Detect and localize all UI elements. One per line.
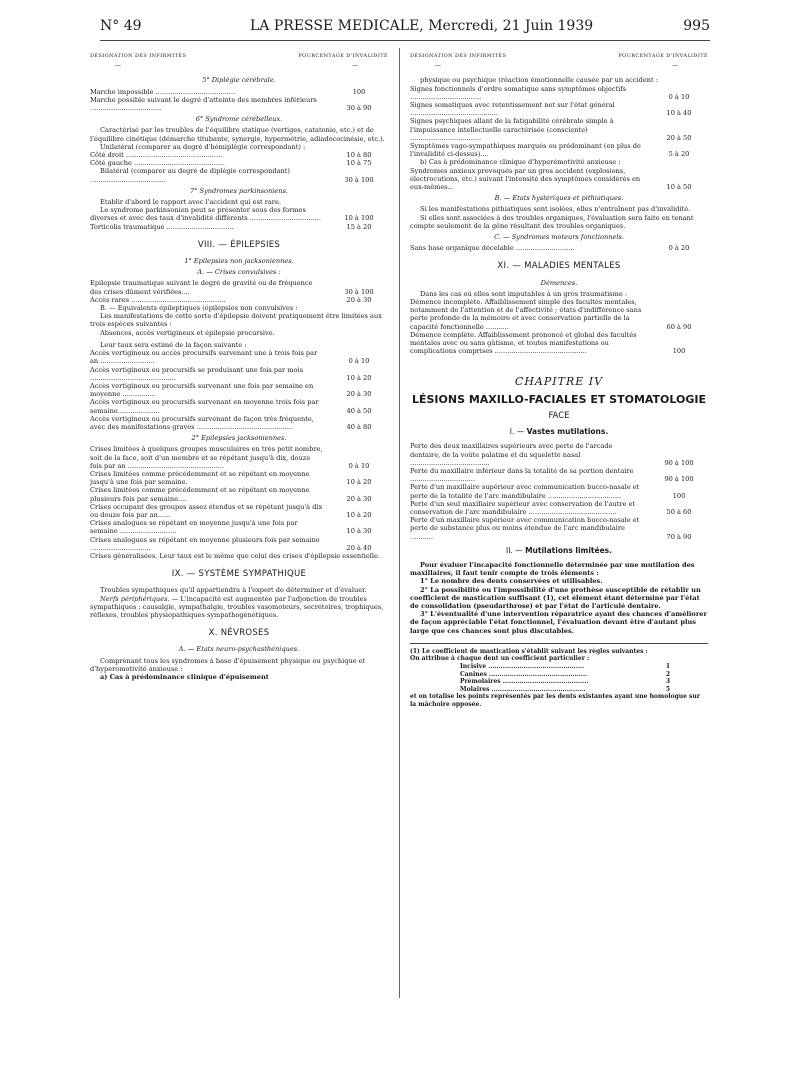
subheading: A. — Etats neuro-psychasthéniques. xyxy=(178,645,300,654)
subsection-number: I. — xyxy=(509,427,525,437)
row-text: Perte des deux maxillaires supérieurs avec perte de l'arcade dentaire, de la voûte palatine et du squelette nasal ...................................... xyxy=(410,442,613,467)
paragraph: Leur taux sera estimé de la façon suivante : xyxy=(100,340,247,349)
table-row xyxy=(90,519,388,535)
row-percent: 90 à 100 xyxy=(664,475,694,484)
dash: — xyxy=(672,62,678,70)
subsection-number: II. — xyxy=(505,545,523,555)
row-percent: 5 à 20 xyxy=(668,150,690,159)
row-percent: 10 à 100 xyxy=(344,214,374,223)
row-text: Perte d'un maxillaire supérieur avec communication bucco-nasale et perte de la totalité de l'arc mandibulaire ................................... xyxy=(410,483,640,500)
subheading: A. — Crises convulsives : xyxy=(197,268,281,277)
coefficient-row xyxy=(460,686,670,694)
row-percent: 60 à 90 xyxy=(666,322,692,331)
row-text: Marche impossible ...................................... xyxy=(90,87,236,96)
issue-number: N° 49 xyxy=(100,18,142,34)
paragraph-text: — L'incapacité est augmentée par l'adjonction de troubles sympathiques : causalgie, sympathalgie, troubles vasomoteurs, secrétoires, trophiques, réflexes, troubles physiopathiques sympathogénétiques. xyxy=(90,594,384,619)
paragraph: Si les manifestations pithiatiques sont isolées, elles n'entraînent pas d'invalidité. xyxy=(420,205,691,214)
row-text: Côté droit .............................................. xyxy=(90,151,223,160)
subheading: B. — Etats hystériques et pithiatiques. xyxy=(494,194,624,203)
table-row xyxy=(90,503,388,519)
row-percent: 30 à 100 xyxy=(344,175,374,184)
row-percent: 20 à 40 xyxy=(346,543,372,552)
table-row xyxy=(90,470,388,486)
paragraph: B. — Equivalents épileptiques (épilepsies non convulsives : xyxy=(100,304,298,313)
row-text: Marche possible suivant le degré d'atteinte des membres inférieurs .................................. xyxy=(90,95,317,113)
row-percent: 10 à 50 xyxy=(666,183,692,192)
table-row xyxy=(90,415,388,431)
row-text: Le syndrome parkinsonien peut se présenter sous des formes diverses et avec des taux d'invalidité différents .................................. xyxy=(90,206,321,223)
table-row xyxy=(90,349,388,365)
row-percent: 30 à 90 xyxy=(346,104,372,113)
table-row xyxy=(410,483,708,499)
column-header xyxy=(90,52,388,60)
paragraph: Dans les cas où elles sont imputables à un gros traumatisme : xyxy=(420,289,628,298)
tooth-name: Prémolaires ......................................... xyxy=(460,678,589,686)
subsection-heading xyxy=(410,547,708,555)
row-text: Torticolis traumatique ................................ xyxy=(90,222,234,231)
paragraph: 1° Le nombre des dents conservées et utilisables. xyxy=(420,577,603,586)
row-percent: 10 à 20 xyxy=(346,373,372,382)
chapter-title: LÉSIONS MAXILLO-FACIALES ET STOMATOLOGIE xyxy=(411,392,707,406)
table-row xyxy=(410,101,708,117)
journal-title: LA PRESSE MEDICALE, Mercredi, 21 Juin 1939 xyxy=(250,18,594,34)
row-text: Accès vertigineux ou procursifs se produisant une fois par mois ......................................... xyxy=(90,365,303,382)
row-text: Sans base organique décelable ............................ xyxy=(410,244,575,253)
row-percent: 20 à 30 xyxy=(346,295,372,304)
table-row xyxy=(90,279,388,295)
subheading: 7° Syndromes parkinsoniens. xyxy=(189,186,289,195)
row-percent: 10 à 75 xyxy=(346,159,372,168)
page-header xyxy=(100,18,710,38)
subheading: 2° Epilepsies jacksoniennes. xyxy=(191,434,287,443)
paragraph: 2° La possibilité ou l'impossibilité d'une prothèse susceptible de rétablir un coefficient de mastication suffisant (1), cet élément étant déterminé par l'état de consolidation (pseudarthrose) et par l'état de l'articulé dentaire. xyxy=(410,585,701,610)
subheading: 6° Syndrome cérébelleux. xyxy=(195,115,283,124)
section-heading: VIII. — ÉPILEPSIES xyxy=(197,239,281,250)
row-percent: 40 à 50 xyxy=(346,406,372,415)
paragraph: Les manifestations de cette sorte d'épilepsie doivent pratiquement être limitées aux trois espèces suivantes : xyxy=(90,312,382,329)
row-text: Crises analogues se répétant en moyenne jusqu'à une fois par semaine ........................... xyxy=(90,519,298,536)
table-row xyxy=(410,85,708,101)
paragraph: Caractérisé par les troubles de l'équilibre statique (vertiges, catatonie, etc.) et de l'équilibre cinétique (démarche titubante, synergie, hypermétrie, adiadococinésie, etc.). xyxy=(90,126,385,143)
column-header xyxy=(410,52,708,60)
paragraph: Troubles sympathiques qu'il appartiendra à l'expert de déterminer et d'évaluer. xyxy=(100,586,367,595)
row-text: Crises occupant des groupes assez étendus et se répétant jusqu'à dix ou douze fois par an...... xyxy=(90,502,323,519)
subheading: 1° Epilepsies non jacksoniennes. xyxy=(184,257,294,266)
footnote-line: On attribue à chaque dent un coefficient particulier : xyxy=(410,655,590,663)
paragraph: Comprenant tous les syndromes à base d'épuisement physique ou psychique et d'hyperomotivité anxieuse : xyxy=(90,656,366,673)
table-row xyxy=(410,500,708,516)
dash: — xyxy=(435,62,441,70)
table-row xyxy=(90,167,388,183)
footnote-rule xyxy=(410,643,708,644)
table-row xyxy=(90,536,388,552)
row-percent: 10 à 30 xyxy=(346,527,372,536)
subsection-title: Mutilations limitées. xyxy=(525,545,612,555)
row-percent: 100 xyxy=(352,87,366,96)
paragraph: Si elles sont associées à des troubles organiques, l'évaluation sera faite en tenant compte seulement de la gêne résultant des troubles organiques. xyxy=(410,213,694,230)
section-heading: FACE xyxy=(548,410,570,421)
row-text: Perte d'un maxillaire supérieur avec communication bucco-nasale et perte de substance plus ou moins étendue de l'arc mandibulaire ........... xyxy=(410,516,640,541)
row-text: Crises limitées à quelques groupes musculaires en très petit nombre, soit de la face, soit d'un membre et se répétant jusqu'à dix, douze fois par an .............................................. xyxy=(90,445,323,470)
subsection-title: Vastes mutilations. xyxy=(526,427,609,437)
row-percent: 10 à 80 xyxy=(346,151,372,160)
emphasis-label: Nerfs périphériques. xyxy=(100,594,170,603)
chapter-heading: CHAPITRE IV xyxy=(514,374,604,388)
table-row xyxy=(90,382,388,398)
col-head-designation: DÉSIGNATION DES INFIRMITÉS xyxy=(410,53,507,59)
paragraph: Absences, accès vertigineux et épilepsie procursive. xyxy=(100,328,275,337)
footnote-line: et on totalise les points représentés par les dents existantes ayant une homologue sur la mâchoire opposée. xyxy=(410,693,700,708)
paragraph xyxy=(90,595,388,620)
row-percent: 0 à 10 xyxy=(348,461,370,470)
row-text: Crises limitées comme précédemment et se répétant en moyenne jusqu'à une fois par semaine. xyxy=(90,469,310,487)
table-row xyxy=(410,167,708,192)
row-percent: 20 à 30 xyxy=(346,494,372,503)
row-percent: 100 xyxy=(672,347,686,356)
row-percent: 20 à 50 xyxy=(666,133,692,142)
coefficient-row xyxy=(460,678,670,686)
dash: — xyxy=(115,62,121,70)
row-percent: 70 à 90 xyxy=(666,532,692,541)
row-percent: 100 xyxy=(672,491,686,500)
row-percent: 20 à 30 xyxy=(346,390,372,399)
row-text: Crises limitées comme précédemment et se répétant en moyenne plusieurs fois par semaine.... xyxy=(90,486,310,503)
table-row xyxy=(90,88,388,96)
row-percent: 0 à 10 xyxy=(348,357,370,366)
row-text: Syndromes anxieux provoqués par un gros accident (explosions, électrocutions, etc.) suivant l'intensité des symptômes considérés en eux-mêmes... xyxy=(410,166,641,192)
right-column xyxy=(410,52,708,709)
section-heading: XI. — MALADIES MENTALES xyxy=(497,261,621,272)
section-heading: IX. — SYSTÈME SYMPATHIQUE xyxy=(171,569,307,580)
row-percent: 10 à 20 xyxy=(346,510,372,519)
row-percent: 10 à 20 xyxy=(346,478,372,487)
row-percent: 90 à 100 xyxy=(664,458,694,467)
paragraph: Crises généralisées. Leur taux est le même que celui des crises d'épilepsie essentielle. xyxy=(90,551,380,560)
tooth-name: Incisive .............................................. xyxy=(460,662,585,670)
table-row xyxy=(410,298,708,331)
row-percent: 15 à 20 xyxy=(346,222,372,231)
column-header-dashes xyxy=(410,62,708,70)
row-text: Signes somatiques avec retentissement net sur l'état général .......................................... xyxy=(410,101,615,118)
row-percent: 30 à 100 xyxy=(344,287,374,296)
row-text: Perte d'un seul maxillaire supérieur avec conservation de l'autre et conservation de l'arc mandibulaire .......................................... xyxy=(410,499,636,516)
row-text: Accès rares ............................................. xyxy=(90,295,226,304)
table-row xyxy=(90,96,388,112)
subheading: C. — Syndromes moteurs fonctionnels. xyxy=(494,233,624,242)
table-row xyxy=(410,331,708,356)
table-row xyxy=(90,398,388,414)
column-divider xyxy=(399,48,400,998)
tooth-value: 1 xyxy=(665,662,670,670)
tooth-value: 3 xyxy=(665,678,670,686)
row-percent: 50 à 60 xyxy=(666,507,692,516)
col-head-pourcentage: POURCENTAGE D'INVALIDITÉ xyxy=(618,53,708,59)
row-text: Côté gauche ........................................... xyxy=(90,159,225,168)
left-column xyxy=(90,52,388,681)
column-header-dashes xyxy=(90,62,388,70)
row-text: Accès vertigineux ou procursifs survenant une fois par semaine en moyenne ................ xyxy=(90,381,314,399)
table-row xyxy=(90,366,388,382)
row-text: Signes fonctionnels d'ordre somatique sans symptômes objectifs .................................. xyxy=(410,84,627,101)
footnote xyxy=(410,648,708,709)
table-row xyxy=(90,445,388,470)
table-row xyxy=(90,223,388,231)
table-row xyxy=(410,117,708,142)
row-percent: 40 à 80 xyxy=(346,422,372,431)
row-percent: 0 à 20 xyxy=(668,244,690,253)
subheading: 5° Diplégie cérébrale. xyxy=(202,76,276,85)
coefficient-row xyxy=(460,663,670,671)
row-text: Bilatéral (comparer au degré de diplégie correspondant) .................................... xyxy=(90,167,290,184)
row-text: Accès vertigineux ou procursifs survenant en moyenne trois fois par semaine.................... xyxy=(90,398,319,415)
paragraph: b) Cas à prédominance clinique d'hyperémotivité anxieuse : xyxy=(420,158,621,167)
row-text: Accès vertigineux ou procursifs survenant de façon très fréquente, avec des manifestations graves .............................................. xyxy=(90,414,314,431)
paragraph: 3° L'éventualité d'une intervention réparatrice ayant des chances d'améliorer de façon appréciable l'état fonctionnel, l'évaluation devant être d'autant plus large que ces chances sont plus discutables. xyxy=(410,610,707,635)
tooth-value: 5 xyxy=(665,685,670,693)
row-text: Symptômes vago-sympathiques marqués ou prédominant (en plus de l'invalidité ci-dessus).... xyxy=(410,142,641,159)
table-row xyxy=(90,486,388,502)
coefficient-row xyxy=(460,671,670,679)
col-head-designation: DÉSIGNATION DES INFIRMITÉS xyxy=(90,53,187,59)
table-row xyxy=(90,296,388,304)
row-text: Epilepsie traumatique suivant le degré de gravité ou de fréquence des crises dûment vérifiées.... xyxy=(90,279,313,296)
table-row xyxy=(410,516,708,541)
paragraph: physique ou psychique (réaction émotionnelle causée par un accident : xyxy=(420,76,658,85)
page-number: 995 xyxy=(683,18,710,34)
row-percent: 10 à 40 xyxy=(666,109,692,118)
header-rule xyxy=(100,40,710,41)
subsection-heading xyxy=(410,428,708,436)
footnote-line: (1) Le coefficient de mastication s'établit suivant les règles suivantes : xyxy=(410,647,648,655)
paragraph: Unilatéral (comparer au degré d'hémiplégie correspondant) : xyxy=(100,142,306,151)
paragraph: Etablir d'abord le rapport avec l'accident qui est rare. xyxy=(100,198,281,207)
table-row xyxy=(410,244,708,252)
table-row xyxy=(410,467,708,483)
row-text: Crises analogues se répétant en moyenne plusieurs fois par semaine ............................. xyxy=(90,535,320,552)
row-percent: 0 à 10 xyxy=(668,92,690,101)
row-text: Signes psychiques allant de la fatigabilité cérébrale simple à l'impuissance intellectuelle caractérisée (consciente) .................................. xyxy=(410,117,614,142)
row-text: Accès vertigineux ou accès procursifs survenant une à trois fois par an .......................... xyxy=(90,349,318,366)
paragraph: a) Cas à prédominance clinique d'épuisement xyxy=(100,673,269,681)
table-row xyxy=(90,151,388,159)
table-row xyxy=(410,142,708,158)
dash: — xyxy=(352,62,358,70)
row-text: Démence complète. Affaiblissement prononcé et global des facultés mentales avec ou sans gâtisme, et toutes manifestations ou complications comprises ............................................ xyxy=(410,330,637,356)
subheading: Démences. xyxy=(540,278,578,287)
tooth-value: 2 xyxy=(665,670,670,678)
col-head-pourcentage: POURCENTAGE D'INVALIDITÉ xyxy=(298,53,388,59)
table-row xyxy=(90,159,388,167)
tooth-name: Canines ............................................... xyxy=(460,670,588,678)
row-text: Perte du maxillaire inférieur dans la totalité de sa portion dentaire ............................... xyxy=(410,466,634,484)
table-row xyxy=(90,206,388,222)
table-row xyxy=(410,442,708,467)
paragraph: Pour évaluer l'incapacité fonctionnelle déterminée par une mutilation des maxillaires, il faut tenir compte de trois éléments : xyxy=(410,560,695,578)
section-heading: X. NÉVROSES xyxy=(208,628,270,639)
row-text: Démence incomplète. Affaiblissement simple des facultés mentales, notamment de l'attention et de l'affectivité ; états d'indifférence sans perte profonde de la mémoire et avec conservation partielle de la capacité fonctionnelle ........... xyxy=(410,298,642,331)
tooth-name: Molaires ............................................. xyxy=(460,685,586,693)
